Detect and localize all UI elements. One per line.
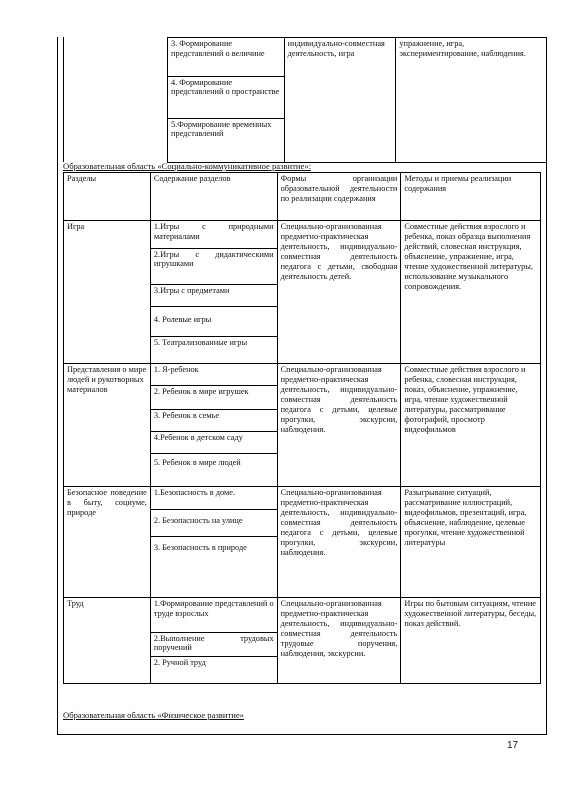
row-content (150, 221, 277, 364)
list-item: 2. Ребенок в мире игрушек (151, 385, 277, 409)
top-content-list (168, 38, 284, 161)
list-item: 1.Формирование представлений о труде взрослых (151, 598, 277, 632)
row-content (150, 487, 277, 598)
physical-area-caption: Образовательная область «Физическое развитие» (63, 710, 244, 720)
page-number: 17 (507, 740, 519, 751)
row-forms: Специально-организованная предметно-практическая деятельность, индивидуально-совместная деятельность педагога с детьми, целевые прогулки, экскурсии, наблюдения. (277, 487, 401, 598)
header-sections: Разделы (64, 173, 151, 221)
list-item: 5. Театрализованные игры (153, 337, 248, 347)
table-row (64, 487, 541, 598)
list-item: 3.Игры с предметами (151, 284, 277, 306)
list-item: 4. Формирование представлений о пространстве (168, 76, 284, 118)
top-continuation-table (167, 37, 547, 163)
list-item: 2.Выполнение трудовых поручений (151, 632, 277, 656)
top-content-cell (168, 38, 285, 163)
list-item: 2. Ручной труд (153, 657, 206, 667)
row-methods: Совместные действия взрослого и ребенка, словесная инструкция, показ, объяснение, упражнение, игра, чтение художественной литературы, рассматривание фотографий, просмотр видеофильмов (401, 364, 541, 487)
table-header-row (64, 173, 541, 221)
list-item: 1. Я-ребенок (151, 364, 277, 385)
list-item: 3. Безопасность в природе (153, 542, 247, 552)
header-forms: Формы организации образовательной деятельности по реализации содержания (277, 173, 401, 221)
list-item: 3. Ребенок в семье (151, 409, 277, 431)
header-content: Содержание разделов (150, 173, 277, 221)
list-item: 3. Формирование представлений о величине (168, 38, 284, 76)
row-methods: Разыгрывание ситуаций, рассматривание иллюстраций, видеофильмов, презентаций, игра, объяснение, наблюдение, целевые прогулки, чтение художественной литературы (401, 487, 541, 598)
inner-border (63, 37, 64, 162)
row-forms: Специально-организованная предметно-практическая деятельность, индивидуально-совместная деятельность педагога с детьми, целевые прогулки, экскурсии, наблюдения. (277, 364, 401, 487)
list-item: 2. Безопасность на улице (151, 509, 277, 536)
row-content-list (151, 598, 277, 682)
row-section: Представления о мире людей и рукотворных материалов (64, 364, 151, 487)
row-content-list (151, 364, 277, 486)
row-methods: Совместные действия взрослого и ребенка, показ образца выполнения действий, словесная инструкция, объяснение, упражнение, игра, чтение художественной литературы, использование музыкального сопровождения. (401, 221, 541, 364)
list-item: 4.Ребенок в детском саду (151, 431, 277, 453)
row-content (150, 598, 277, 684)
list-item: 5.Формирование временных представлений (171, 119, 272, 139)
top-methods-cell: упражнение, игра, экспериментирование, наблюдения. (396, 38, 547, 163)
row-content (150, 364, 277, 487)
list-item: 4. Ролевые игры (151, 306, 277, 336)
row-forms: Специально-организованная предметно-практическая деятельность, индивидуально-совместная деятельность трудовые поручения, наблюдения, экскурсии. (277, 598, 401, 684)
table-row (64, 221, 541, 364)
row-content-list (151, 221, 277, 362)
row-section: Безопасное поведение в быту, социуме, природе (64, 487, 151, 598)
table-row (64, 364, 541, 487)
social-table (63, 172, 541, 684)
list-item: 1.Игры с природными материалами (151, 221, 277, 248)
list-item: 2.Игры с дидактическими игрушками (151, 248, 277, 284)
table-row (64, 598, 541, 684)
row-section: Игра (64, 221, 151, 364)
social-area-caption: Образовательная область «Социально-коммуникативное развитие»: (63, 161, 312, 171)
list-item: 1.Безопасность в доме. (151, 487, 277, 509)
row-content-list (151, 487, 277, 596)
row-forms: Специально-организованная предметно-практическая деятельность, индивидуально-совместная деятельность педагога с детьми, свободная деятельность детей. (277, 221, 401, 364)
row-methods: Игры по бытовым ситуациям, чтение художественной литературы, беседы, показ действий. (401, 598, 541, 684)
list-item: 5. Ребенок в мире людей (153, 457, 241, 467)
top-forms-cell: индивидуально-совместная деятельность, игра (284, 38, 396, 163)
row-section: Труд (64, 598, 151, 684)
header-methods: Методы и приемы реализации содержания (401, 173, 541, 221)
